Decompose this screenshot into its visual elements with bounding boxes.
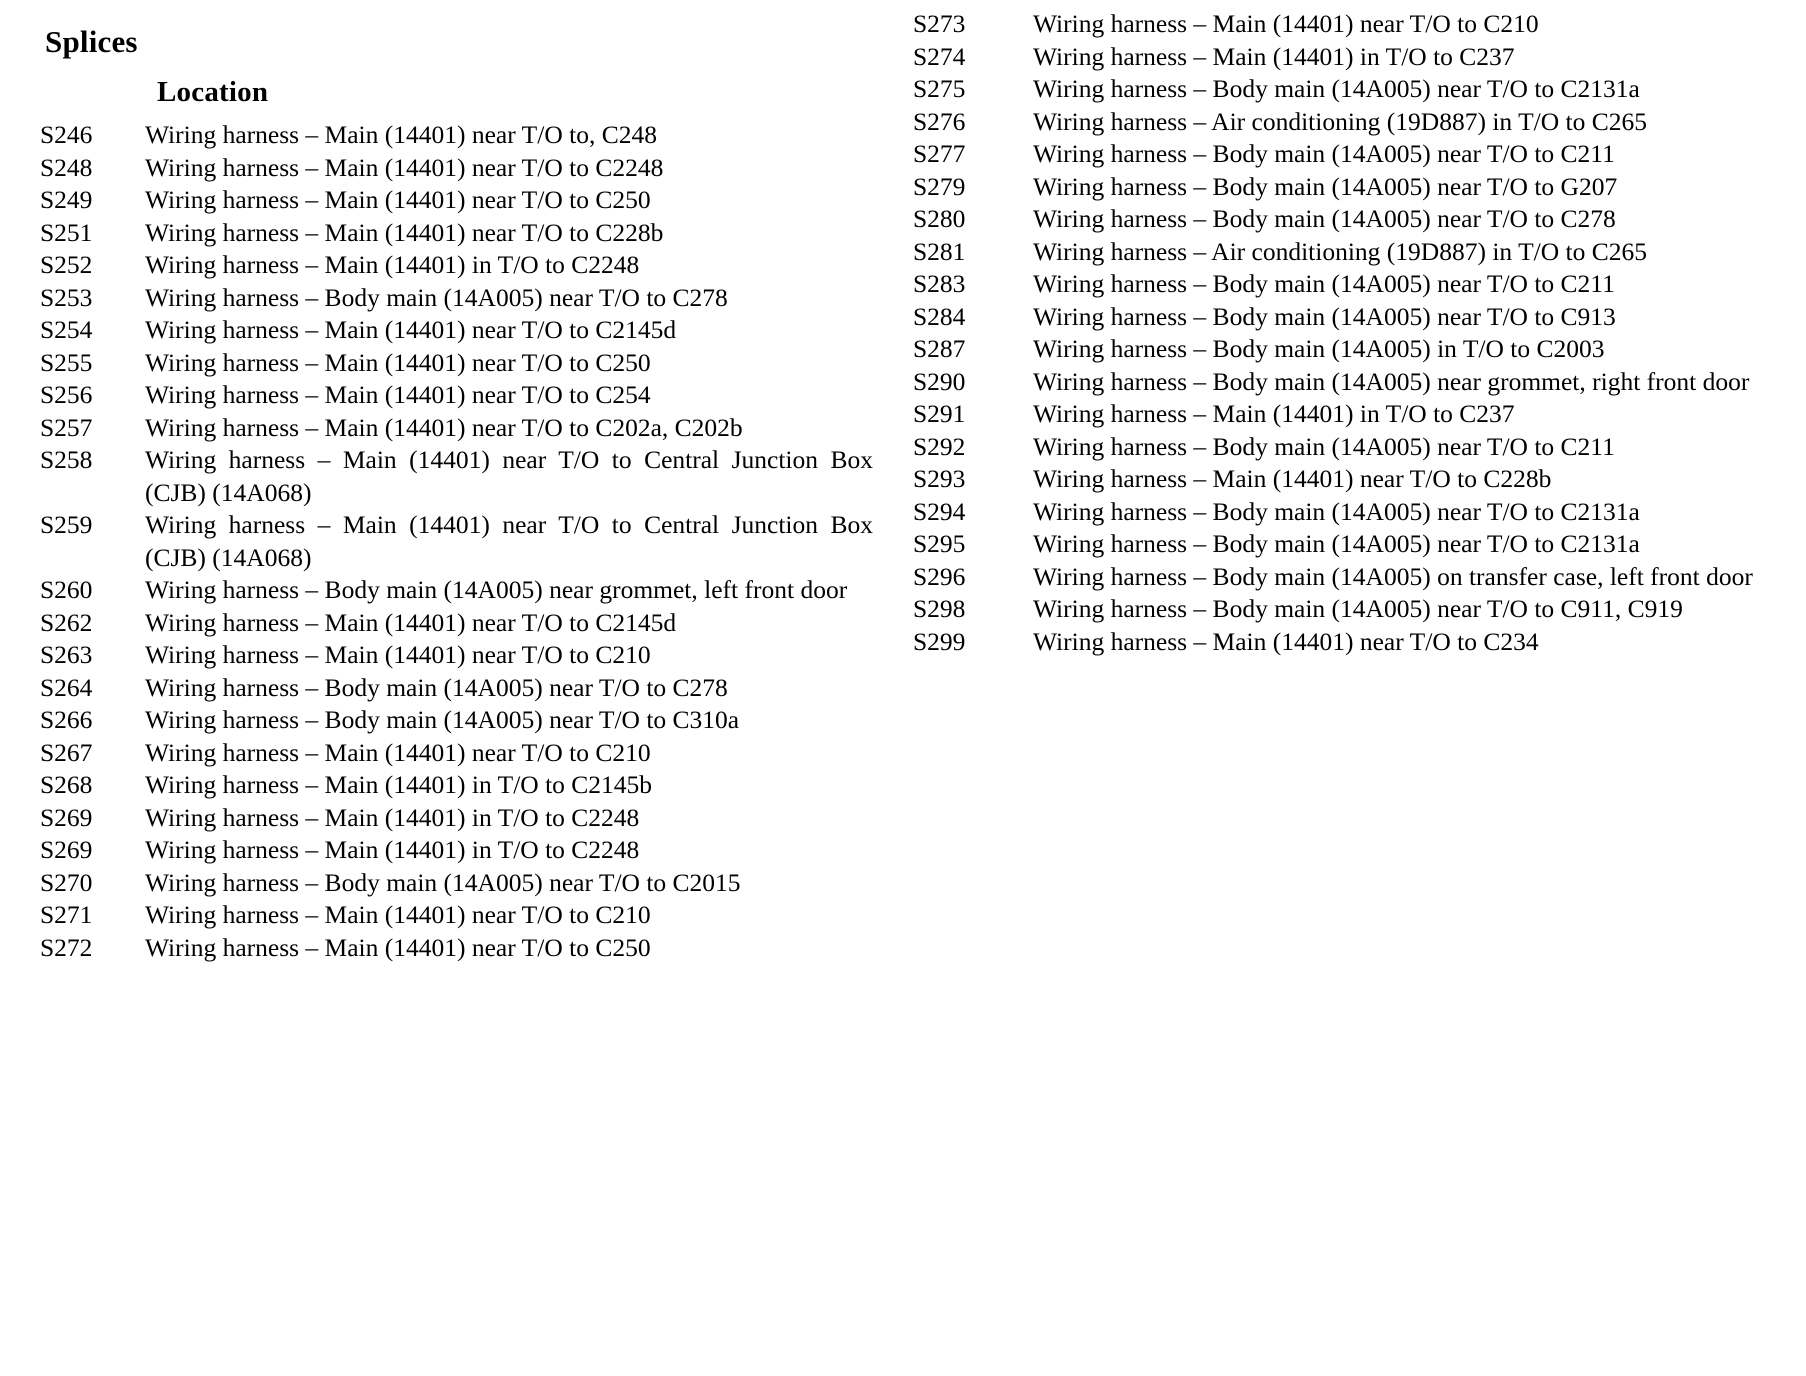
splice-location: Wiring harness – Air conditioning (19D887) in T/O to C265 [1033,236,1647,266]
splices-table-right [913,8,1766,658]
table-row [913,106,1766,139]
table-row [40,217,873,250]
splice-code: S294 [913,496,966,526]
splice-location: Wiring harness – Body main (14A005) near T/O to C2131a [1033,529,1640,558]
splice-code: S293 [913,464,966,493]
splice-code: S270 [40,867,93,897]
table-row [40,282,873,315]
table-row [40,119,873,152]
splice-code: S264 [40,672,93,702]
table-row [40,379,873,412]
table-row [40,802,873,835]
table-row [40,932,873,965]
splice-code: S281 [913,236,966,266]
table-row [40,347,873,380]
splice-code: S267 [40,737,93,767]
splice-location: Wiring harness – Body main (14A005) in T/O to C2003 [1033,334,1605,363]
splice-code: S276 [913,106,966,136]
splice-location: Wiring harness – Body main (14A005) near T/O to C278 [145,672,728,702]
splice-code: S284 [913,301,966,331]
splice-code: S258 [40,445,93,474]
splice-code: S271 [40,900,93,929]
splice-code: S287 [913,334,966,363]
table-row [913,333,1766,366]
table-row [40,184,873,217]
splice-location: Wiring harness – Main (14401) near T/O to C2145d [145,607,677,637]
splice-code: S251 [40,217,93,247]
splice-code: S256 [40,380,93,409]
splice-location: Wiring harness – Main (14401) near T/O to C250 [145,932,651,962]
table-row [913,301,1766,334]
splice-location: Wiring harness – Main (14401) in T/O to C2248 [145,250,640,279]
splice-code: S296 [913,561,966,591]
splice-location: Wiring harness – Body main (14A005) near T/O to C913 [1033,301,1616,331]
table-row [40,769,873,802]
table-row [913,626,1766,659]
splice-location: Wiring harness – Main (14401) in T/O to C237 [1033,399,1515,428]
splice-location: Wiring harness – Body main (14A005) near T/O to C211 [1033,139,1615,168]
splice-location: Wiring harness – Body main (14A005) near grommet, right front door [1033,366,1750,396]
splice-code: S257 [40,412,93,442]
table-row [913,431,1766,464]
splice-code: S266 [40,705,93,734]
splice-location: Wiring harness – Main (14401) near T/O to Central Junction Box (CJB) (14A068) [145,510,873,572]
splice-location: Wiring harness – Main (14401) in T/O to C237 [1033,41,1515,71]
table-row [913,268,1766,301]
splice-code: S254 [40,315,93,344]
table-row [40,574,873,607]
splice-location: Wiring harness – Main (14401) near T/O to C228b [145,217,664,247]
table-row [40,672,873,705]
splice-code: S263 [40,640,93,669]
splice-location: Wiring harness – Main (14401) in T/O to C2145b [145,770,653,799]
splice-code: S291 [913,399,966,428]
table-row [913,236,1766,269]
splice-location: Wiring harness – Body main (14A005) near T/O to C2131a [1033,496,1640,526]
splice-location: Wiring harness – Body main (14A005) near T/O to C211 [1033,431,1615,461]
splice-code: S299 [913,626,966,656]
splices-list-left [40,119,873,964]
table-row [913,366,1766,399]
table-row [40,152,873,185]
table-row [40,899,873,932]
splice-code: S262 [40,607,93,637]
splice-code: S269 [40,802,93,832]
splice-code: S253 [40,282,93,312]
table-row [40,834,873,867]
splice-location: Wiring harness – Body main (14A005) near grommet, left front door [145,575,848,604]
splice-location: Wiring harness – Main (14401) near T/O to C2248 [145,152,664,182]
splice-location: Wiring harness – Body main (14A005) near T/O to C2131a [1033,74,1640,103]
table-row [913,41,1766,74]
table-row [40,867,873,900]
splice-code: S248 [40,152,93,182]
splice-code: S295 [913,529,966,558]
table-row [913,496,1766,529]
table-row [913,73,1766,106]
splice-location: Wiring harness – Main (14401) near T/O to Central Junction Box (CJB) (14A068) [145,445,873,507]
splice-location: Wiring harness – Body main (14A005) on transfer case, left front door [1033,561,1753,591]
page-title: Splices [45,24,138,59]
splice-code: S268 [40,770,93,799]
splice-code: S273 [913,9,966,38]
table-row [40,704,873,737]
table-row [913,203,1766,236]
table-row [40,249,873,282]
table-row [40,737,873,770]
splice-location: Wiring harness – Body main (14A005) near T/O to C278 [1033,204,1616,233]
table-row [913,138,1766,171]
splice-code: S298 [913,594,966,623]
splice-code: S269 [40,835,93,864]
splice-code: S292 [913,431,966,461]
splice-location: Wiring harness – Main (14401) near T/O to C210 [145,737,651,767]
table-row [40,509,873,574]
table-row [913,528,1766,561]
table-row [40,412,873,445]
table-row [40,444,873,509]
splice-code: S249 [40,185,93,214]
table-row [913,8,1766,41]
splice-location: Wiring harness – Body main (14A005) near T/O to C310a [145,705,740,734]
splice-code: S280 [913,204,966,233]
splice-code: S279 [913,171,966,201]
splice-location: Wiring harness – Main (14401) near T/O to C250 [145,347,651,377]
splice-location: Wiring harness – Body main (14A005) near T/O to C911, C919 [1033,594,1683,623]
table-row [40,314,873,347]
splices-table-left [40,119,873,964]
splice-code: S274 [913,41,966,71]
splice-code: S255 [40,347,93,377]
splices-list-right [913,8,1766,658]
splice-location: Wiring harness – Main (14401) in T/O to C2248 [145,835,640,864]
splice-location: Wiring harness – Main (14401) near T/O to C254 [145,380,651,409]
splice-location: Wiring harness – Main (14401) near T/O to C210 [145,900,651,929]
splice-location: Wiring harness – Body main (14A005) near T/O to C278 [145,282,728,312]
splice-location: Wiring harness – Main (14401) near T/O to C228b [1033,464,1552,493]
splice-location: Wiring harness – Main (14401) near T/O to C202a, C202b [145,412,743,442]
splice-code: S290 [913,366,966,396]
splice-code: S277 [913,139,966,168]
splice-code: S246 [40,120,93,149]
splice-code: S272 [40,932,93,962]
table-row [40,607,873,640]
right-column [903,0,1806,1376]
splice-location: Wiring harness – Main (14401) near T/O to C2145d [145,315,677,344]
splice-location: Wiring harness – Main (14401) in T/O to C2248 [145,802,640,832]
splice-location: Wiring harness – Main (14401) near T/O to C210 [145,640,651,669]
table-row [913,171,1766,204]
splice-location: Wiring harness – Body main (14A005) near T/O to C211 [1033,269,1615,298]
table-row [913,463,1766,496]
splice-code: S283 [913,269,966,298]
splice-location: Wiring harness – Body main (14A005) near T/O to G207 [1033,171,1618,201]
splice-location: Wiring harness – Main (14401) near T/O to C234 [1033,626,1539,656]
table-row [913,561,1766,594]
splice-code: S260 [40,575,93,604]
splice-location: Wiring harness – Main (14401) near T/O to C250 [145,185,651,214]
splice-code: S259 [40,510,93,539]
splice-location: Wiring harness – Main (14401) near T/O to C210 [1033,9,1539,38]
splice-location: Wiring harness – Body main (14A005) near T/O to C2015 [145,867,741,897]
table-row [913,593,1766,626]
splice-location: Wiring harness – Main (14401) near T/O to, C248 [145,120,657,149]
table-row [40,639,873,672]
splice-code: S275 [913,74,966,103]
column-header-location: Location [157,76,269,108]
table-row [913,398,1766,431]
splice-location: Wiring harness – Air conditioning (19D887) in T/O to C265 [1033,106,1647,136]
splice-code: S252 [40,250,93,279]
